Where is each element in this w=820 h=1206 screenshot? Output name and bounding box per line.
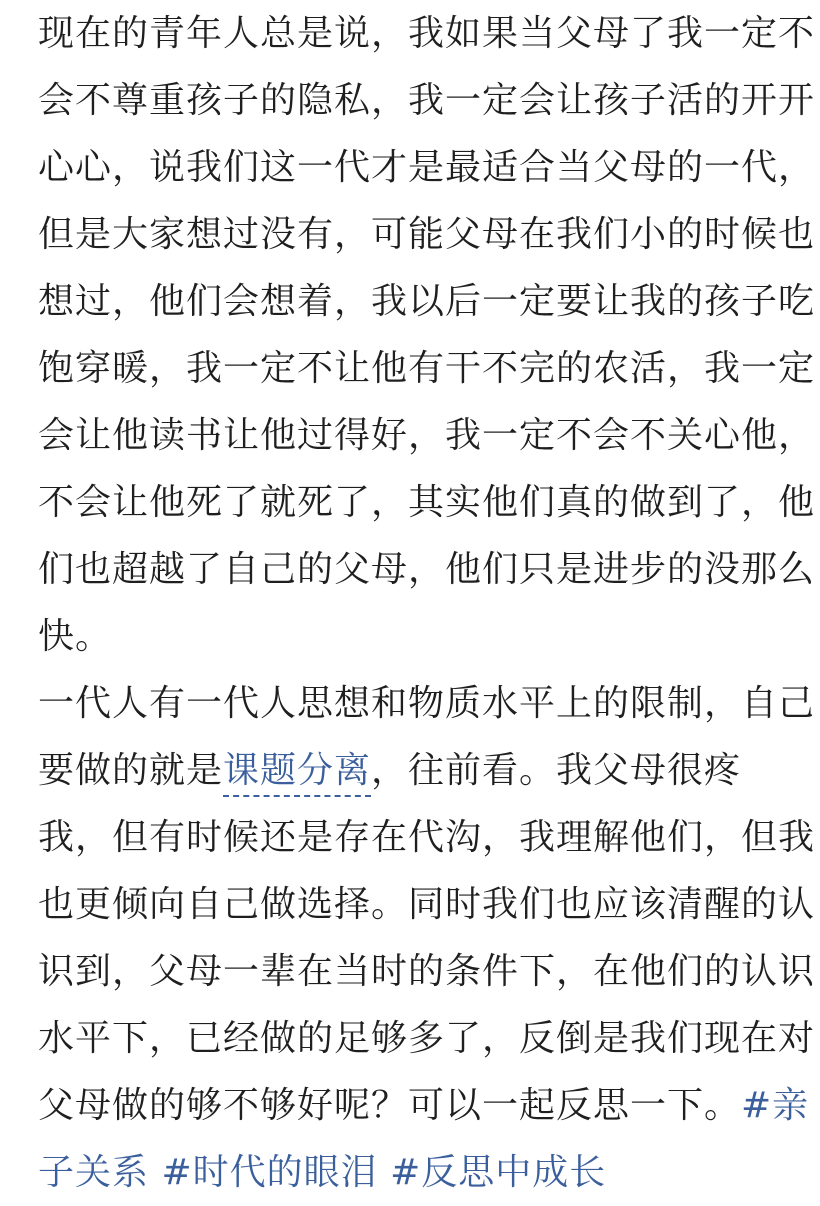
hashtag-shidai-de-yanlei[interactable]: #时代的眼泪: [161, 1152, 378, 1193]
text-line: 识到，父母一辈在当时的条件下，在他们的认识: [38, 951, 816, 992]
text-line-with-link: [38, 737, 820, 804]
text-line: 饱穿暖，我一定不让他有干不完的农活，我一定: [38, 348, 816, 389]
text-line: 一代人有一代人思想和物质水平上的限制，自己: [38, 683, 816, 724]
text-line-with-tag: [38, 1072, 820, 1139]
text-line: 不会让他死了就死了，其实他们真的做到了，他: [38, 482, 816, 523]
text-line: 现在的青年人总是说，我如果当父母了我一定不: [38, 13, 816, 54]
text-line: 们也超越了自己的父母，他们只是进步的没那么: [38, 549, 816, 590]
text-segment: 父母做的够不够好呢？可以一起反思一下。: [38, 1085, 742, 1126]
hashtag-fansi-zhong-chengzhang[interactable]: #反思中成长: [390, 1152, 607, 1193]
text-line: 想过，他们会想着，我以后一定要让我的孩子吃: [38, 281, 816, 322]
text-line: 水平下，已经做的足够多了，反倒是我们现在对: [38, 1018, 816, 1059]
text-line: 但是大家想过没有，可能父母在我们小的时候也: [38, 214, 816, 255]
text-line: 我，但有时候还是存在代沟，我理解他们，但我: [38, 817, 816, 858]
text-line: 也更倾向自己做选择。同时我们也应该清醒的认: [38, 884, 816, 925]
topic-link-kejin-fenli[interactable]: 课题分离: [223, 750, 371, 797]
hashtag-qinzi-guanxi-end[interactable]: 子关系: [38, 1152, 150, 1193]
hashtag-line: [38, 1139, 820, 1206]
text-line: 会让他读书让他过得好，我一定不会不关心他，: [38, 415, 816, 456]
text-line: 会不尊重孩子的隐私，我一定会让孩子活的开开: [38, 80, 816, 121]
text-segment: 要做的就是: [38, 750, 224, 791]
text-line: 快。: [38, 616, 113, 657]
text-segment: ，往前看。我父母很疼: [371, 750, 742, 791]
hashtag-qinzi-guanxi-start[interactable]: #亲: [741, 1085, 810, 1126]
text-line: 心心，说我们这一代才是最适合当父母的一代，: [38, 147, 816, 188]
